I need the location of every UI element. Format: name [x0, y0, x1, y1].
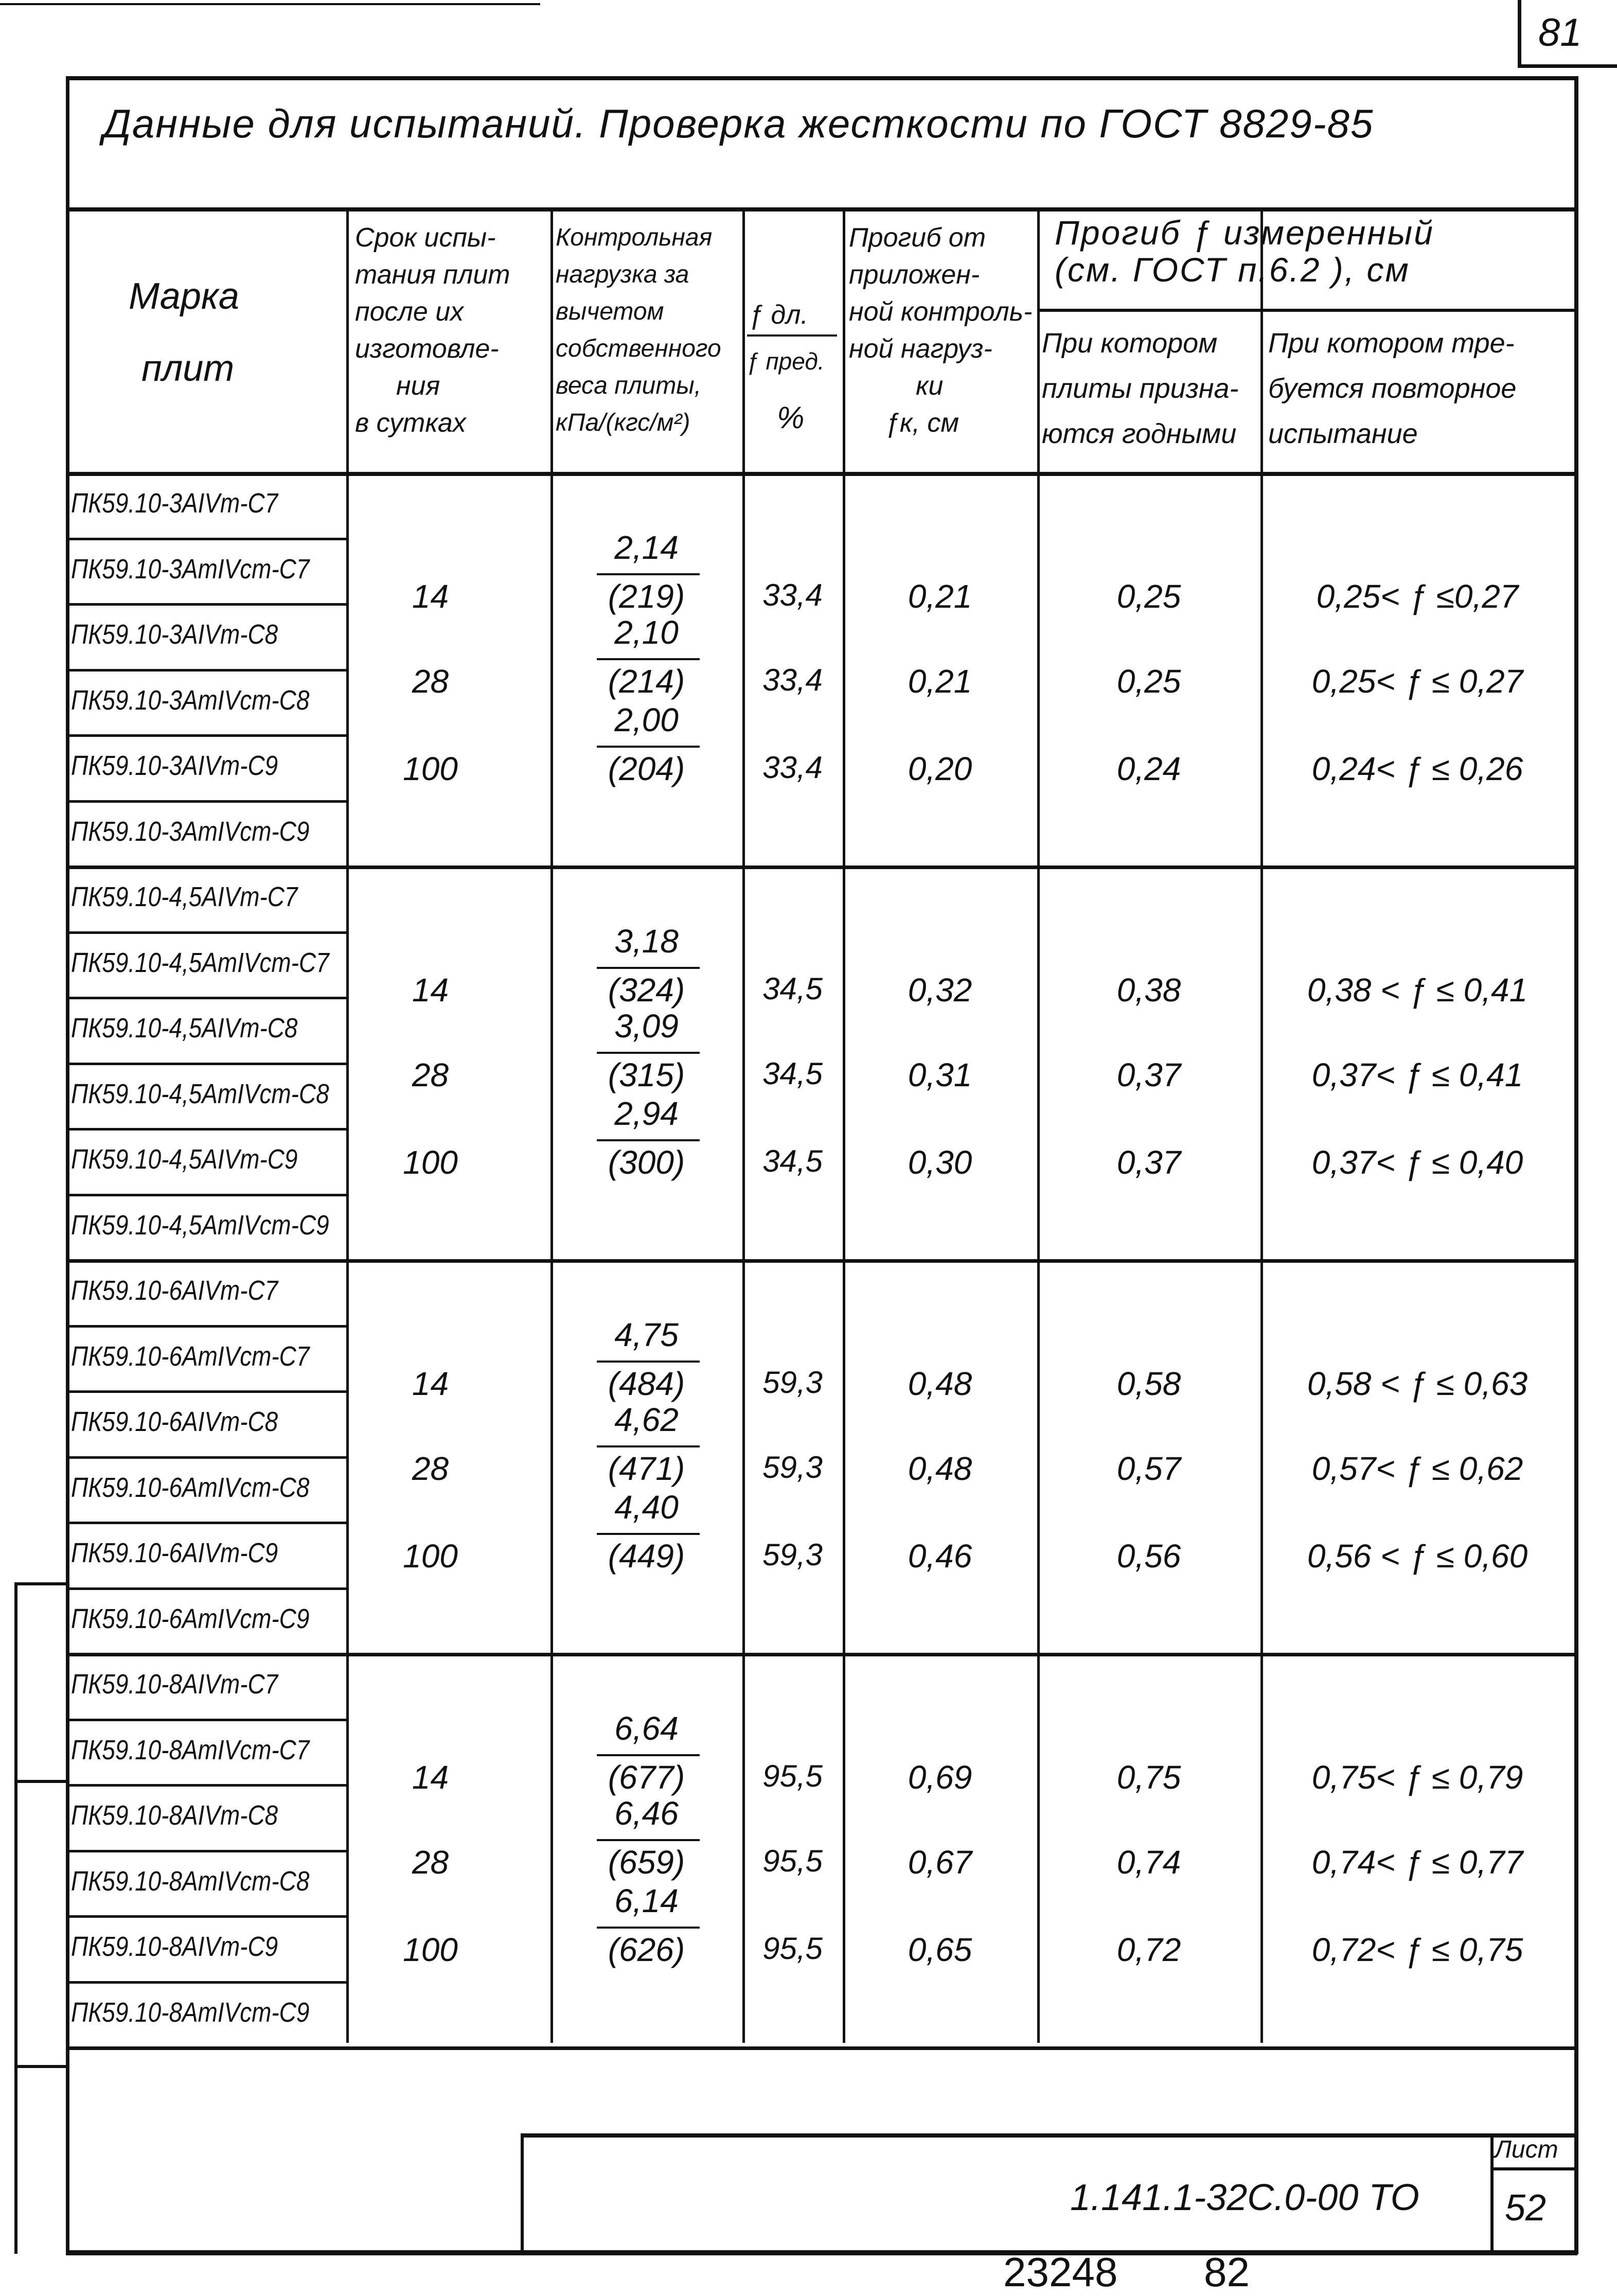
plate-mark: ПК59.10-4,5АтIVст-С7 — [71, 947, 329, 978]
control-load-kgf: (659) — [608, 1844, 685, 1881]
control-load-kpa: 2,00 — [614, 701, 679, 738]
ratio-fraction-line — [747, 334, 837, 337]
deflection-acceptable-cm: 0,37 — [1116, 1056, 1181, 1093]
header-load-line: нагрузка за — [556, 261, 689, 288]
control-deflection-cm: 0,46 — [908, 1538, 972, 1575]
horizontal-rule — [66, 2046, 1574, 2050]
test-term-days: 100 — [403, 1144, 458, 1181]
horizontal-rule — [1490, 2167, 1574, 2170]
header-good-line: плиты призна- — [1042, 373, 1239, 404]
header-retest-line: буется повторное — [1268, 373, 1517, 404]
horizontal-rule — [66, 800, 346, 803]
control-deflection-cm: 0,67 — [908, 1844, 972, 1881]
control-deflection-cm: 0,21 — [908, 663, 972, 700]
horizontal-rule — [66, 538, 346, 540]
horizontal-rule — [66, 734, 346, 737]
vertical-rule — [1518, 0, 1521, 66]
horizontal-rule — [66, 1981, 346, 1984]
header-ratio-unit: % — [777, 400, 805, 435]
control-load-kgf: (626) — [608, 1931, 685, 1968]
header-deflection-line: ки — [916, 371, 944, 401]
document-title: Данные для испытаний. Проверка жесткости по ГОСТ 8829-85 — [103, 101, 1374, 146]
header-load-line: вычетом — [556, 298, 664, 325]
horizontal-rule — [66, 603, 346, 606]
header-mark-line: плит — [141, 348, 235, 389]
vertical-rule — [14, 1582, 17, 2254]
control-load-kgf: (300) — [608, 1144, 685, 1181]
load-fraction-line — [597, 1533, 700, 1535]
deflection-retest-range: 0,24< ƒ ≤ 0,26 — [1311, 750, 1523, 787]
horizontal-rule — [66, 1128, 346, 1131]
header-good-line: При котором — [1042, 328, 1218, 359]
horizontal-rule — [66, 1325, 346, 1328]
deflection-retest-range: 0,57< ƒ ≤ 0,62 — [1311, 1450, 1523, 1487]
horizontal-rule — [66, 1259, 1574, 1263]
deflection-ratio-percent: 34,5 — [762, 972, 823, 1006]
plate-mark: ПК59.10-4,5АтIVст-С9 — [71, 1209, 329, 1241]
plate-mark: ПК59.10-4,5АтIVст-С8 — [71, 1078, 329, 1109]
header-term-line: после их — [355, 297, 464, 327]
header-term-line: тания плит — [355, 260, 510, 290]
test-term-days: 28 — [412, 663, 449, 700]
horizontal-rule — [66, 1390, 346, 1393]
deflection-ratio-percent: 33,4 — [762, 578, 823, 612]
header-measured-line: Прогиб ƒ измеренный — [1055, 214, 1434, 252]
deflection-ratio-percent: 33,4 — [762, 750, 823, 785]
deflection-acceptable-cm: 0,58 — [1116, 1365, 1181, 1402]
header-load-line: собственного — [556, 335, 721, 362]
deflection-ratio-percent: 95,5 — [762, 1931, 823, 1966]
header-deflection-line: ной контроль- — [849, 297, 1033, 327]
horizontal-rule — [66, 1850, 346, 1852]
plate-mark: ПК59.10-3АтIVст-С8 — [71, 684, 310, 716]
control-deflection-cm: 0,48 — [908, 1450, 972, 1487]
deflection-retest-range: 0,25< ƒ ≤0,27 — [1316, 578, 1519, 615]
horizontal-rule — [1037, 309, 1574, 312]
load-fraction-line — [597, 1052, 700, 1054]
deflection-acceptable-cm: 0,75 — [1116, 1759, 1181, 1796]
deflection-acceptable-cm: 0,24 — [1116, 750, 1181, 787]
sheet-number: 52 — [1505, 2187, 1547, 2229]
header-good-line: ются годными — [1042, 418, 1237, 449]
vertical-rule — [521, 2133, 524, 2250]
test-term-days: 28 — [412, 1056, 449, 1093]
deflection-acceptable-cm: 0,25 — [1116, 663, 1181, 700]
control-load-kpa: 3,09 — [614, 1008, 679, 1045]
plate-mark: ПК59.10-8АIVт-С9 — [71, 1931, 278, 1962]
horizontal-rule — [66, 472, 1574, 476]
header-load-line: веса плиты, — [556, 372, 702, 399]
plate-mark: ПК59.10-8АтIVст-С7 — [71, 1734, 310, 1765]
horizontal-rule — [66, 669, 346, 672]
horizontal-rule — [66, 2250, 1577, 2255]
plate-mark: ПК59.10-4,5АIVт-С9 — [71, 1144, 298, 1175]
plate-mark: ПК59.10-3АIVт-С7 — [71, 488, 278, 519]
control-deflection-cm: 0,48 — [908, 1365, 972, 1402]
test-term-days: 28 — [412, 1450, 449, 1487]
load-fraction-line — [597, 1361, 700, 1363]
header-load-line: кПа/(кгс/м²) — [556, 409, 690, 436]
horizontal-rule — [66, 1587, 346, 1590]
load-fraction-line — [597, 1445, 700, 1447]
control-deflection-cm: 0,32 — [908, 972, 972, 1009]
horizontal-rule — [66, 1915, 346, 1918]
horizontal-rule — [1518, 64, 1617, 68]
vertical-rule — [1490, 2133, 1494, 2250]
header-retest-line: При котором тре- — [1268, 328, 1515, 359]
test-term-days: 14 — [412, 972, 449, 1009]
plate-mark: ПК59.10-3АтIVст-С9 — [71, 816, 310, 847]
deflection-acceptable-cm: 0,57 — [1116, 1450, 1181, 1487]
horizontal-rule — [14, 2065, 66, 2068]
control-deflection-cm: 0,65 — [908, 1931, 972, 1968]
horizontal-rule — [66, 997, 346, 999]
test-term-days: 100 — [403, 750, 458, 787]
header-mark-line: Марка — [129, 276, 239, 317]
control-load-kgf: (449) — [608, 1538, 685, 1575]
deflection-retest-range: 0,38 < ƒ ≤ 0,41 — [1307, 972, 1528, 1009]
footer-page-number: 82 — [1204, 2249, 1250, 2295]
deflection-ratio-percent: 95,5 — [762, 1759, 823, 1793]
deflection-acceptable-cm: 0,56 — [1116, 1538, 1181, 1575]
load-fraction-line — [597, 658, 700, 660]
deflection-ratio-percent: 59,3 — [762, 1365, 823, 1400]
control-load-kpa: 2,14 — [614, 529, 679, 566]
control-load-kpa: 4,75 — [614, 1316, 679, 1353]
horizontal-rule — [66, 1522, 346, 1524]
control-load-kgf: (471) — [608, 1450, 685, 1487]
control-load-kgf: (324) — [608, 972, 685, 1009]
deflection-acceptable-cm: 0,25 — [1116, 578, 1181, 615]
plate-mark: ПК59.10-6АтIVст-С7 — [71, 1340, 310, 1372]
control-load-kpa: 6,46 — [614, 1795, 679, 1832]
deflection-ratio-percent: 33,4 — [762, 663, 823, 697]
header-term-line: Срок испы- — [355, 223, 496, 253]
load-fraction-line — [597, 1754, 700, 1756]
control-load-kgf: (315) — [608, 1056, 685, 1093]
header-retest-line: испытание — [1268, 418, 1418, 449]
control-deflection-cm: 0,69 — [908, 1759, 972, 1796]
document-code: 1.141.1-32С.0-00 ТО — [1070, 2177, 1419, 2218]
control-load-kpa: 4,62 — [614, 1401, 679, 1438]
plate-mark: ПК59.10-8АтIVст-С9 — [71, 1997, 310, 2028]
plate-mark: ПК59.10-3АIVт-С8 — [71, 619, 278, 650]
horizontal-rule — [66, 1653, 1574, 1656]
plate-mark: ПК59.10-3АтIVст-С7 — [71, 553, 310, 585]
test-term-days: 28 — [412, 1844, 449, 1881]
header-ratio-den: ƒ пред. — [746, 348, 825, 375]
deflection-retest-range: 0,25< ƒ ≤ 0,27 — [1311, 663, 1523, 700]
deflection-retest-range: 0,37< ƒ ≤ 0,40 — [1311, 1144, 1523, 1181]
horizontal-rule — [66, 1194, 346, 1196]
plate-mark: ПК59.10-4,5АIVт-С8 — [71, 1013, 298, 1044]
header-term-line: ния — [396, 371, 440, 401]
horizontal-rule — [66, 1063, 346, 1065]
control-load-kgf: (214) — [608, 663, 685, 700]
control-deflection-cm: 0,21 — [908, 578, 972, 615]
header-deflection-line: приложен- — [849, 260, 980, 290]
control-deflection-cm: 0,31 — [908, 1056, 972, 1093]
vertical-rule — [1574, 76, 1578, 2254]
control-load-kpa: 2,94 — [614, 1095, 679, 1132]
header-ratio-num: ƒ дл. — [749, 300, 808, 330]
plate-mark: ПК59.10-6АIVт-С7 — [71, 1275, 278, 1306]
plate-mark: ПК59.10-4,5АIVт-С7 — [71, 881, 298, 912]
horizontal-rule — [66, 76, 1574, 80]
deflection-retest-range: 0,37< ƒ ≤ 0,41 — [1311, 1056, 1523, 1093]
deflection-acceptable-cm: 0,38 — [1116, 972, 1181, 1009]
control-load-kgf: (484) — [608, 1365, 685, 1402]
plate-mark: ПК59.10-6АтIVст-С8 — [71, 1472, 310, 1503]
horizontal-rule — [66, 1456, 346, 1459]
control-load-kpa: 6,64 — [614, 1710, 679, 1747]
horizontal-rule — [0, 3, 540, 5]
horizontal-rule — [521, 2133, 1574, 2138]
plate-mark: ПК59.10-8АIVт-С7 — [71, 1669, 278, 1700]
test-term-days: 100 — [403, 1931, 458, 1968]
deflection-retest-range: 0,74< ƒ ≤ 0,77 — [1311, 1844, 1523, 1881]
control-load-kgf: (219) — [608, 578, 685, 615]
header-deflection-line: ной нагруз- — [849, 334, 992, 364]
header-measured-line: (см. ГОСТ п.6.2 ), см — [1055, 251, 1410, 289]
control-load-kpa: 2,10 — [614, 614, 679, 651]
plate-mark: ПК59.10-3АIVт-С9 — [71, 750, 278, 781]
plate-mark: ПК59.10-6АтIVст-С9 — [71, 1603, 310, 1634]
load-fraction-line — [597, 746, 700, 748]
plate-mark: ПК59.10-8АIVт-С8 — [71, 1800, 278, 1831]
control-load-kgf: (204) — [608, 750, 685, 787]
deflection-ratio-percent: 59,3 — [762, 1538, 823, 1572]
horizontal-rule — [66, 207, 1574, 211]
control-load-kpa: 4,40 — [614, 1489, 679, 1526]
deflection-ratio-percent: 34,5 — [762, 1144, 823, 1178]
deflection-ratio-percent: 34,5 — [762, 1056, 823, 1091]
horizontal-rule — [66, 1719, 346, 1721]
control-load-kpa: 6,14 — [614, 1882, 679, 1919]
horizontal-rule — [66, 931, 346, 934]
deflection-acceptable-cm: 0,74 — [1116, 1844, 1181, 1881]
plate-mark: ПК59.10-6АIVт-С8 — [71, 1406, 278, 1437]
control-load-kgf: (677) — [608, 1759, 685, 1796]
inventory-number: 23248 — [1003, 2249, 1118, 2295]
deflection-acceptable-cm: 0,72 — [1116, 1931, 1181, 1968]
vertical-rule — [66, 76, 69, 2254]
horizontal-rule — [14, 1780, 66, 1783]
header-deflection-line: ƒк, см — [885, 408, 959, 438]
test-term-days: 14 — [412, 1365, 449, 1402]
deflection-ratio-percent: 59,3 — [762, 1450, 823, 1485]
control-deflection-cm: 0,30 — [908, 1144, 972, 1181]
load-fraction-line — [597, 967, 700, 969]
plate-mark: ПК59.10-8АтIVст-С8 — [71, 1865, 310, 1897]
deflection-retest-range: 0,75< ƒ ≤ 0,79 — [1311, 1759, 1523, 1796]
load-fraction-line — [597, 1839, 700, 1841]
sheet-corner-number: 81 — [1538, 11, 1582, 55]
header-term-line: изготовле- — [355, 334, 499, 364]
control-load-kpa: 3,18 — [614, 923, 679, 960]
test-term-days: 14 — [412, 1759, 449, 1796]
deflection-acceptable-cm: 0,37 — [1116, 1144, 1181, 1181]
plate-mark: ПК59.10-6АIVт-С9 — [71, 1538, 278, 1568]
header-term-line: в сутках — [355, 408, 466, 438]
sheet-label: Лист — [1495, 2136, 1558, 2163]
load-fraction-line — [597, 573, 700, 575]
deflection-retest-range: 0,58 < ƒ ≤ 0,63 — [1307, 1365, 1528, 1402]
test-term-days: 14 — [412, 578, 449, 615]
deflection-ratio-percent: 95,5 — [762, 1844, 823, 1878]
horizontal-rule — [14, 1582, 66, 1585]
load-fraction-line — [597, 1927, 700, 1929]
horizontal-rule — [66, 866, 1574, 869]
control-deflection-cm: 0,20 — [908, 750, 972, 787]
test-term-days: 100 — [403, 1538, 458, 1575]
deflection-retest-range: 0,72< ƒ ≤ 0,75 — [1311, 1931, 1523, 1968]
header-deflection-line: Прогиб от — [849, 223, 986, 253]
header-load-line: Контрольная — [556, 224, 713, 251]
deflection-retest-range: 0,56 < ƒ ≤ 0,60 — [1307, 1538, 1528, 1575]
horizontal-rule — [66, 1784, 346, 1787]
load-fraction-line — [597, 1139, 700, 1141]
